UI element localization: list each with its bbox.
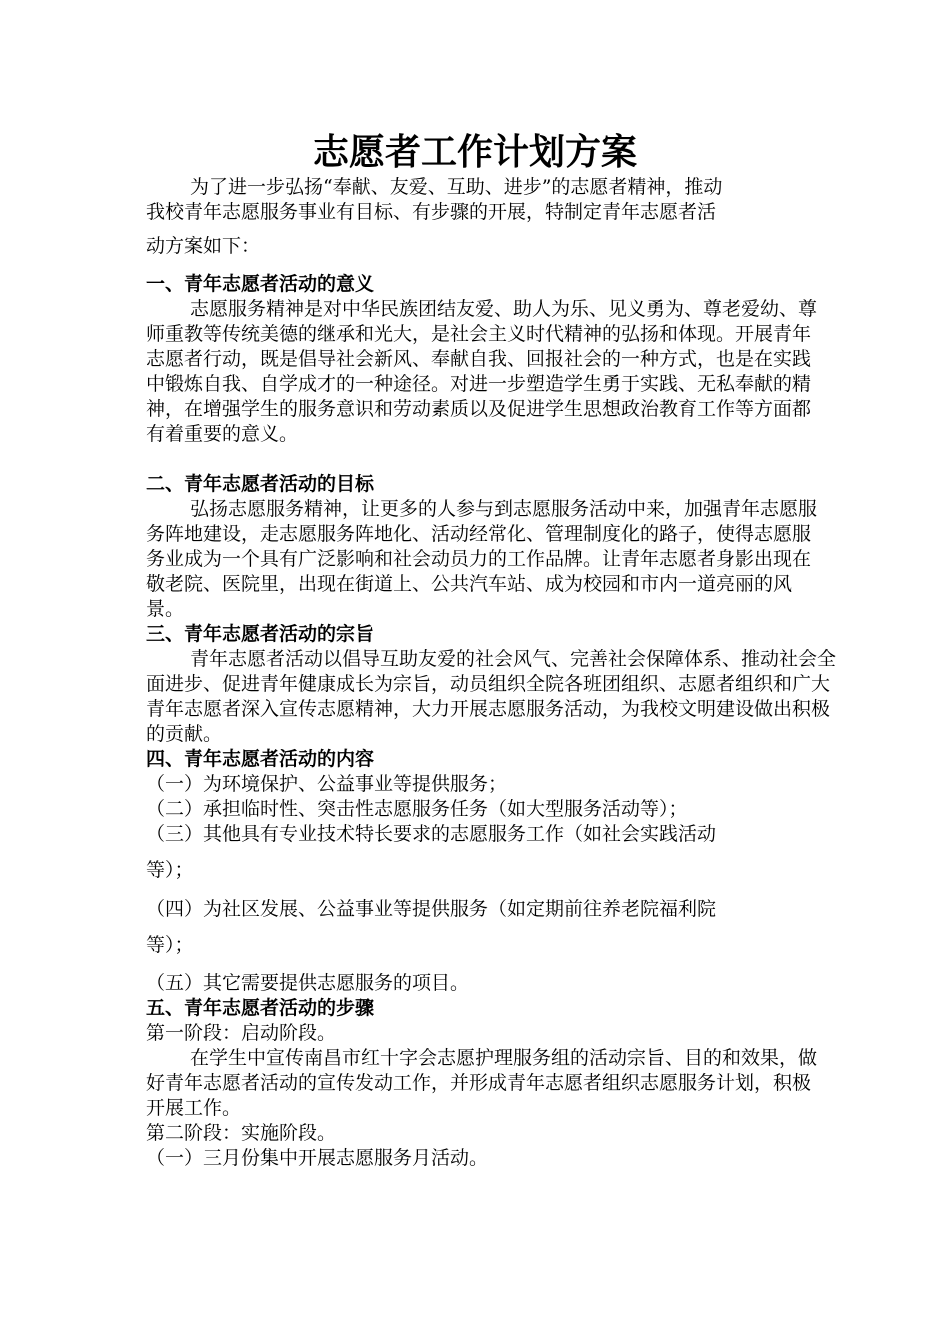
list-item-5 — [146, 971, 826, 996]
stage-label: 第一阶段：启动阶段。 — [146, 1022, 337, 1044]
intro-line-3-wrap — [146, 234, 826, 259]
section-heading: 二、青年志愿者活动的目标 — [146, 473, 375, 495]
section-paragraph: 在学生中宣传南昌市红十字会志愿护理服务组的活动宗旨、目的和效果，做好青年志愿者活动的宣传发动工作，并形成青年志愿者组织志愿服务计划，积极开展工作。 — [146, 1047, 818, 1119]
section-content — [146, 747, 826, 847]
section-heading: 一、青年志愿者活动的意义 — [146, 273, 375, 295]
section-paragraph: 青年志愿者活动以倡导互助友爱的社会风气、完善社会保障体系、推动社会全面进步、促进青年健康成长为宗旨，动员组织全院各班团组织、志愿者组织和广大青年志愿者深入宣传志愿精神，大力开展志愿服务活动，为我校文明建设做出积极的贡献。 — [146, 648, 837, 745]
list-item-3-continued — [146, 858, 826, 883]
section-steps — [146, 996, 826, 1171]
list-item: （二）承担临时性、突击性志愿服务任务（如大型服务活动等）； — [146, 798, 688, 820]
section-meaning — [146, 272, 826, 447]
document-title: 志愿者工作计划方案 — [312, 131, 637, 173]
list-item: （五）其它需要提供志愿服务的项目。 — [146, 972, 470, 994]
list-item: 等）； — [146, 859, 194, 881]
intro-line-2: 我校青年志愿服务事业有目标、有步骤的开展，特制定青年志愿者活 — [146, 201, 717, 223]
intro-paragraph — [146, 175, 826, 225]
list-item: （一）为环境保护、公益事业等提供服务； — [146, 773, 508, 795]
list-item: 等）； — [146, 934, 194, 956]
list-item-4-continued — [146, 933, 826, 958]
section-paragraph: 弘扬志愿服务精神，让更多的人参与到志愿服务活动中来，加强青年志愿服务阵地建设，走志愿服务阵地化、活动经常化、管理制度化的路子，使得志愿服务业成为一个具有广泛影响和社会动员力的工作品牌。让青年志愿者身影出现在敬老院、医院里，出现在街道上、公共汽车站、成为校园和市内一道亮丽的风景。 — [146, 498, 818, 620]
intro-line-3: 动方案如下： — [146, 235, 261, 257]
section-heading: 五、青年志愿者活动的步骤 — [146, 997, 375, 1019]
section-goal — [146, 472, 826, 622]
section-heading: 四、青年志愿者活动的内容 — [146, 748, 375, 770]
section-heading: 三、青年志愿者活动的宗旨 — [146, 623, 375, 645]
section-paragraph: 志愿服务精神是对中华民族团结友爱、助人为乐、见义勇为、尊老爱幼、尊师重教等传统美德的继承和光大，是社会主义时代精神的弘扬和体现。开展青年志愿者行动，既是倡导社会新风、奉献自我、回报社会的一种方式，也是在实践中锻炼自我、自学成才的一种途径。对进一步塑造学生勇于实践、无私奉献的精神，在增强学生的服务意识和劳动素质以及促进学生思想政治教育工作等方面都有着重要的意义。 — [146, 298, 818, 445]
list-item: （四）为社区发展、公益事业等提供服务（如定期前往养老院福利院 — [146, 898, 717, 920]
list-item: （一）三月份集中开展志愿服务月活动。 — [146, 1147, 489, 1169]
stage-label: 第二阶段：实施阶段。 — [146, 1122, 337, 1144]
list-item: （三）其他具有专业技术特长要求的志愿服务工作（如社会实践活动 — [146, 823, 717, 845]
intro-line-1: 为了进一步弘扬“奉献、友爱、互助、进步”的志愿者精神，推动 — [190, 176, 723, 198]
section-purpose — [146, 622, 837, 747]
list-item-4 — [146, 897, 826, 922]
